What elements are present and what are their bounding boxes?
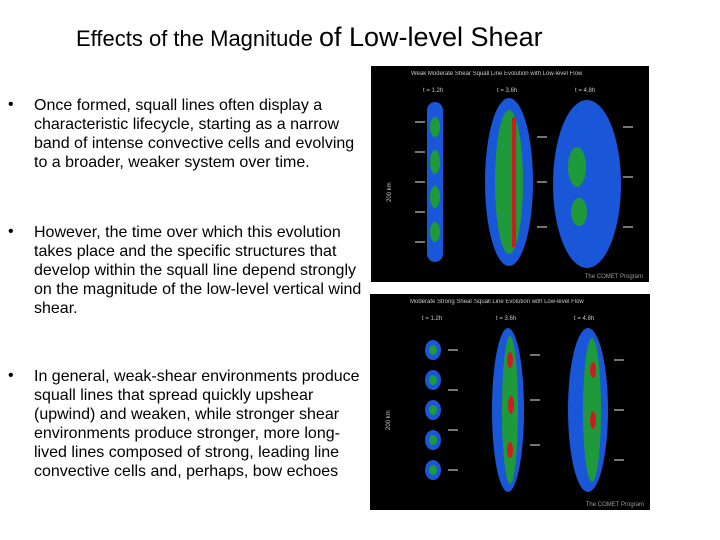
squall-line-graphic (378, 310, 640, 496)
time-label: t = 1.2h (423, 88, 444, 94)
radar-echo-green (568, 147, 586, 187)
bullet-marker: • (8, 96, 14, 113)
figure-title: Moderate Strong Shear Squall Line Evolution with Low-level Flow (410, 299, 584, 305)
distance-axis-label: 200 km (387, 182, 393, 202)
figure-plot-area (378, 310, 640, 496)
figure-weak-shear (371, 66, 649, 282)
radar-echo-red (508, 396, 514, 414)
figure-plot-area (379, 82, 641, 268)
radar-echo-green (430, 117, 440, 137)
bullet-text: In general, weak-shear environments produce squall lines that spread quickly upshear (upwind) and weaken, while stronger shear environments produce stronger, more long-lived lines composed of strong, leading line convective cells and, perhaps, bow echoes (34, 368, 360, 480)
squall-line-graphic (379, 82, 641, 268)
bullet-text: Once formed, squall lines often display a characteristic lifecycle, starting as a narrow band of intense convective cells and evolving to a broader, weaker system over time. (34, 97, 355, 171)
radar-echo-red (507, 352, 513, 368)
figure-credit: The COMET Program (585, 502, 644, 508)
slide-title (76, 22, 676, 53)
radar-echo-green (430, 186, 440, 208)
convective-cells (425, 340, 441, 480)
time-label: t = 3.6h (497, 88, 518, 94)
time-label: t = 1.2h (422, 316, 443, 322)
figure-strong-shear (370, 294, 650, 510)
title-part-2: of Low-level Shear (318, 22, 543, 52)
radar-echo-green (430, 222, 440, 242)
title-part-1: Effects of the Magnitude (76, 26, 319, 51)
bullet-marker: • (8, 223, 14, 240)
bullet-text: However, the time over which this evolution takes place and the specific structures that develop within the squall line depend strongly on the magnitude of the low-level vertical wind shear. (34, 224, 362, 317)
radar-echo-green (583, 338, 601, 482)
radar-echo-green (571, 198, 587, 226)
radar-echo-green (495, 110, 523, 254)
radar-echo-red (590, 362, 596, 378)
radar-echo-red (590, 411, 596, 429)
radar-echo-blue (553, 100, 621, 268)
distance-axis-label: 200 km (386, 410, 392, 430)
time-label: t = 3.6h (496, 316, 517, 322)
radar-echo-red (507, 442, 513, 458)
radar-echo-green (430, 150, 440, 174)
figure-title: Weak Moderate Shear Squall Line Evolution with Low-level Flow (411, 71, 583, 77)
time-label: t = 4.8h (575, 88, 596, 94)
figure-credit: The COMET Program (584, 274, 643, 280)
bullet-marker: • (8, 367, 14, 384)
time-label: t = 4.8h (574, 316, 595, 322)
radar-echo-red (512, 117, 516, 247)
